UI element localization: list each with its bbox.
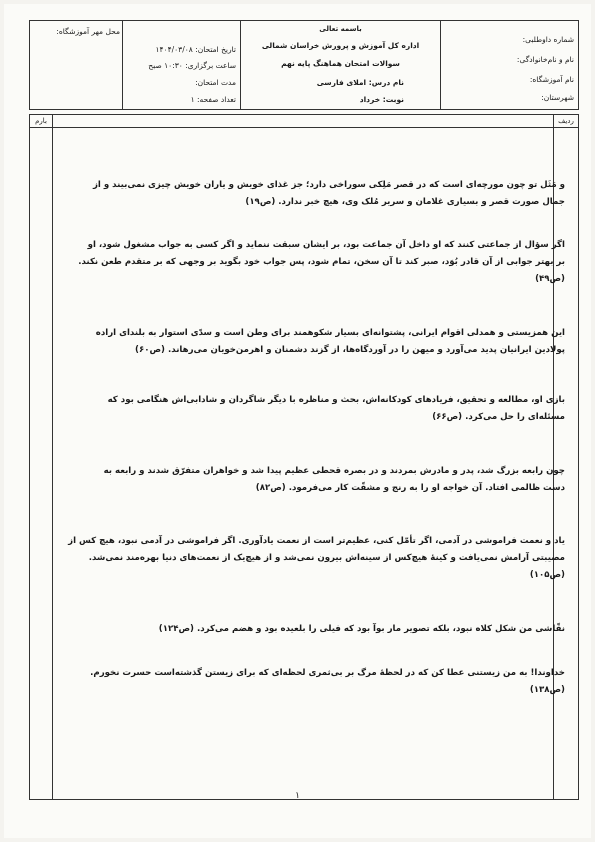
exam-meta-column: [122, 21, 240, 109]
exam-time: ساعت برگزاری: ۱۰:۳۰ صبح: [148, 61, 236, 70]
paragraph-line: بر بهتر جوابی از آن قادر بُوَد، صبر کند تا آن سخن، تمام شود، پس جواب خود بگوید بر وجهی که بر متقدم طعن نکند.: [78, 257, 565, 267]
paragraph-line: نقّاشی من شکل کلاه نبود، بلکه تصویر مار بوآ بود که فیلی را بلعیده بود و هضم می‌کرد. (ص۱۲۴): [158, 624, 565, 634]
dictation-paragraph: [45, 325, 565, 359]
page-count: تعداد صفحه: ۱: [190, 95, 236, 104]
department-title: اداره کل آموزش و پرورش خراسان شمالی: [261, 41, 420, 50]
paragraph-line: بازی او، مطالعه و تحقیق، فریادهای کودکانه‌اش، بحث و مناظره با دیگر شاگردان و شادابی‌اش هنگامی بود که: [107, 395, 565, 405]
score-header: بارم: [30, 115, 53, 127]
paragraph-line: یاد و نعمت فراموشی در آدمی، اگر تأمّل کنی، عظیم‌تر است از نعمت یادآوری. اگر فراموشی در آدمی نبود، هیچ کس از: [68, 536, 565, 546]
row-number-header: ردیف: [553, 115, 578, 127]
student-name-label: نام و نام‌خانوادگی:: [516, 55, 574, 64]
exam-header: [29, 20, 579, 110]
stamp-label: محل مهر آموزشگاه:: [56, 27, 120, 36]
column-header-bar: [29, 114, 579, 128]
paragraph-line: این همزیستی و همدلی اقوام ایرانی، پشتوانه‌ای بسیار شکوهمند برای وطن است و سدّی استوار به بلندای اراده: [95, 328, 565, 338]
dictation-paragraph: [45, 177, 565, 211]
paragraph-line: پولادین ایرانیان پدید می‌آورد و میهن را در آوردگاه‌ها، از گزند دشمنان و اهرمن‌خویان می‌رهاند. (ص۶۰): [135, 345, 565, 355]
dictation-paragraph: [45, 665, 565, 699]
exam-date: تاریخ امتحان: ۱۴۰۴/۰۳/۰۸: [155, 45, 236, 54]
dictation-paragraph: [45, 463, 565, 497]
exam-title: سوالات امتحان هماهنگ پایه نهم: [281, 59, 400, 68]
paragraph-line: (ص۴۹): [535, 274, 565, 284]
dictation-paragraph: [45, 392, 565, 426]
dictation-paragraph: [45, 621, 565, 638]
basmala: باسمه تعالی: [319, 25, 362, 33]
exam-duration: مدت امتحان:: [195, 78, 236, 87]
paragraph-line: (ص۱۰۵): [529, 570, 565, 580]
page-number: ۱: [295, 791, 300, 801]
city-label: شهرستان:: [541, 93, 574, 102]
dictation-paragraph: [45, 237, 565, 288]
paragraph-line: مسئله‌ای را حل می‌کرد. (ص۶۶): [432, 412, 565, 422]
school-stamp-area: [30, 21, 124, 109]
student-info-column: [440, 21, 578, 109]
paragraph-line: خداوندا! به من زیستنی عطا کن که در لحظهٔ مرگ بر بی‌ثمری لحظه‌ای که برای زیستن گذشته‌است حسرت نخورم.: [90, 668, 565, 678]
school-name-label: نام آموزشگاه:: [529, 75, 574, 84]
term-label: نوبت: خرداد: [359, 95, 404, 104]
paragraph-line: و مَثَل تو چون مورچه‌ای است که در قصر مَلِکی سوراخی دارد؛ جز غذای خویش و یاران خویش چیزی نمی‌بیند و از: [92, 180, 565, 190]
paragraph-line: چون رابعه بزرگ شد، پدر و مادرش بمردند و در بصره قحطی عظیم پیدا شد و خواهران متفرّق شدند و رابعه به: [103, 466, 565, 476]
dictation-paragraph: [45, 533, 565, 584]
seat-number-label: شماره داوطلبی:: [522, 35, 574, 44]
exam-title-column: [240, 21, 440, 109]
paragraph-line: جمال صورت قصر و بسیاری غلامان و سریر مُلک وی، هیچ خبر ندارد. (ص۱۹): [245, 197, 565, 207]
subject-label: نام درس: املای فارسی: [316, 78, 404, 87]
paragraph-line: دست ظالمی افتاد. آن خواجه او را به رنج و مشقّت کار می‌فرمود. (ص۸۲): [255, 483, 565, 493]
paragraph-line: مصیبتی آرامش نمی‌یافت و کینهٔ هیچ‌کس از سینه‌اش بیرون نمی‌شد و از هیچ‌یک از نعمت‌های دنیا بهره‌مند نمی‌شد.: [88, 553, 565, 563]
paragraph-line: اگر سؤال از جماعتی کنند که او داخل آن جماعت بود، بر ایشان سبقت ننماید و اگر کسی به جواب مشغول شود، او: [87, 240, 565, 250]
paragraph-line: (ص۱۳۸): [529, 685, 565, 695]
